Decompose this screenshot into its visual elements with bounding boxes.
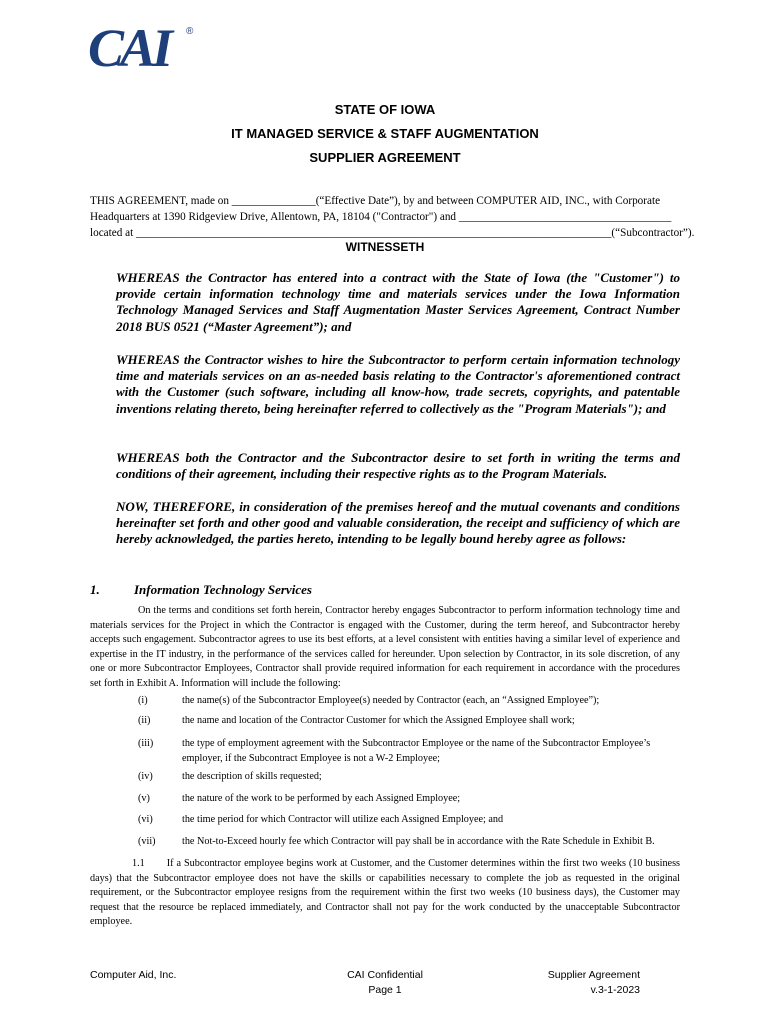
list-item-number: (vii)	[138, 836, 156, 847]
footer-confidential: CAI Confidential	[347, 969, 423, 981]
intro-line-1: THIS AGREEMENT, made on _______________(“Effective Date”), by and between COMPUTER AID, INC., with Corporate	[90, 195, 661, 207]
footer-doc-title: Supplier Agreement	[547, 969, 640, 981]
list-item-text: the description of skills requested;	[182, 771, 322, 782]
intro-line-3: located at _____________________________________________________________________________________(“Subcontractor”).	[90, 227, 695, 239]
header-line-1: STATE OF IOWA	[334, 102, 436, 117]
subsection-text: If a Subcontractor employee begins work at Customer, and the Customer determines within the first two weeks (10 business days) that the Subcontractor employee does not have the skills or capabilities necessary to complete the job as requested in the original requirement, or the Subcontractor employee resigns from the requirement within the first two weeks (10 business days), the Customer may request that the resource be replaced immediately, and Contractor shall not pay for the work conducted by the unacceptable Subcontractor employee.	[90, 858, 680, 928]
cai-logo	[88, 18, 198, 82]
list-item-text: the type of employment agreement with the Subcontractor Employee or the name of the Subcontractor Employee’s employer, if the Subcontract Employee is not a W-2 Employee;	[182, 738, 651, 764]
footer-center	[318, 968, 452, 998]
recital-1: WHEREAS the Contractor has entered into a contract with the State of Iowa (the "Customer") to provide certain information technology time and materials services under the Iowa Information Technology Managed Services and Staff Augmentation Master Services Agreement, Contract Number 2018 BUS 0521 (“Master Agreement”); and	[116, 270, 680, 334]
logo-text: CAI	[88, 18, 170, 78]
recital-4: NOW, THEREFORE, in consideration of the premises hereof and the mutual covenants and conditions hereinafter set forth and other good and valuable consideration, the receipt and sufficiency of which are hereby acknowledged, the parties hereto, intending to be legally bound hereby agree as follows:	[116, 499, 680, 547]
footer-version: v.3-1-2023	[590, 984, 640, 996]
list-item-text: the nature of the work to be performed by each Assigned Employee;	[182, 793, 461, 804]
list-item-number: (iv)	[138, 771, 153, 782]
recital-2: WHEREAS the Contractor wishes to hire the Subcontractor to perform certain information technology time and materials services on an as-needed basis relating to the Contractor's aforementioned contract with the Customer (such software, including all know-how, trade secrets, copyrights, and patentable inventions relating thereto, being hereinafter referred to collectively as the "Program Materials"); and	[116, 352, 680, 416]
footer-right	[520, 968, 640, 998]
list-item-text: the name and location of the Contractor Customer for which the Assigned Employee shall work;	[182, 715, 575, 726]
list-item-number: (v)	[138, 793, 150, 804]
header-line-3: SUPPLIER AGREEMENT	[309, 150, 461, 165]
recital-3: WHEREAS both the Contractor and the Subcontractor desire to set forth in writing the terms and conditions of their agreement, including their respective rights as to the Program Materials.	[116, 450, 680, 482]
intro-paragraph	[90, 193, 695, 241]
subsection-number: 1.1	[132, 858, 145, 869]
header-line-2: IT MANAGED SERVICE & STAFF AUGMENTATION	[231, 126, 539, 141]
intro-line-2: Headquarters at 1390 Ridgeview Drive, Allentown, PA, 18104 ("Contractor") and ______________________________________	[90, 211, 672, 223]
witnesseth-heading: WITNESSETH	[345, 240, 425, 254]
footer-left: Computer Aid, Inc.	[90, 969, 177, 981]
list-item-number: (ii)	[138, 715, 151, 726]
list-item-text: the Not-to-Exceed hourly fee which Contractor will pay shall be in accordance with the Rate Schedule in Exhibit B.	[182, 836, 655, 847]
subsection-1-1	[90, 857, 680, 930]
list-item-text: the name(s) of the Subcontractor Employee(s) needed by Contractor (each, an “Assigned Employee”);	[182, 695, 600, 706]
section-paragraph: On the terms and conditions set forth herein, Contractor hereby engages Subcontractor to perform information technology time and materials services for the Project in which the Contractor is engaged with the Customer, during the term hereof, and Subcontractor hereby accepts such engagement. Subcontractor agrees to use its best efforts, at a level consistent with entities having a similar level of experience and expertise in the IT industry, in the performance of the services called for hereunder. Upon selection by Contractor, in its sole discretion, of any one or more Subcontractor Employees, Contractor shall provide required information for each requirement in accordance with the procedures set forth in Exhibit A. Information will include the following:	[90, 605, 680, 689]
list-item-number: (i)	[138, 695, 148, 706]
page-number: Page 1	[368, 984, 402, 996]
registered-mark: ®	[186, 26, 194, 37]
list-item-number: (iii)	[138, 738, 154, 749]
section-title: Information Technology Services	[134, 582, 312, 597]
section-number: 1.	[90, 582, 100, 597]
list-item-number: (vi)	[138, 814, 153, 825]
list-item-text: the time period for which Contractor will utilize each Assigned Employee; and	[182, 814, 504, 825]
